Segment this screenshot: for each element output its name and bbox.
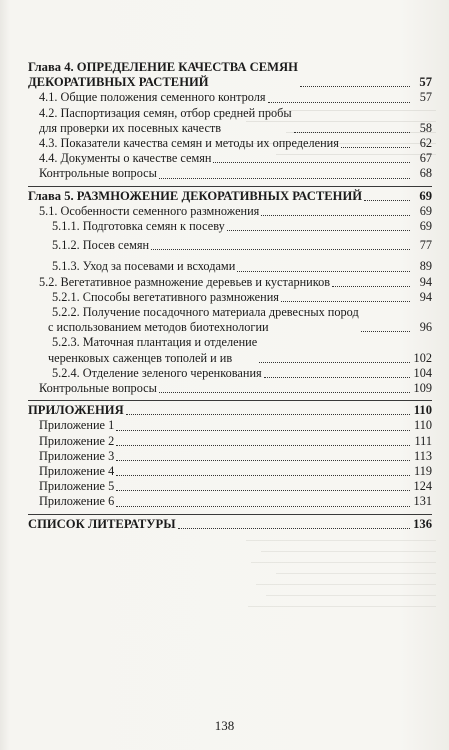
toc-entry-title-line2: для проверки их посевных качеств — [39, 120, 222, 135]
toc-entry-title: Приложение 4 — [39, 464, 115, 479]
leader-dots — [213, 161, 410, 163]
toc-entry-title: Контрольные вопросы — [39, 166, 157, 181]
toc-entry-title: 5.1.2. Посев семян — [52, 238, 150, 253]
leader-dots — [126, 413, 410, 415]
toc-chapter-title: Глава 5. РАЗМНОЖЕНИЕ ДЕКОРАТИВНЫХ РАСТЕНИЙ — [28, 188, 363, 203]
leader-dots — [341, 146, 410, 148]
toc-chapter-5[interactable] — [28, 189, 432, 204]
toc-appendix-4[interactable] — [28, 464, 432, 479]
toc-entry-title: Приложение 6 — [39, 494, 115, 509]
toc-entry-5-2-1[interactable] — [28, 290, 432, 305]
toc-entry-title: 4.1. Общие положения семенного контроля — [39, 90, 266, 105]
toc-entry-5-2-2[interactable] — [28, 305, 432, 335]
toc-entry-title-line1: 4.2. Паспортизация семян, отбор средней пробы — [39, 105, 292, 120]
toc-page-number: 69 — [419, 203, 432, 218]
toc-appendix-1[interactable] — [28, 418, 432, 433]
toc-page-number: 104 — [413, 365, 432, 380]
toc-entry-5-1-1[interactable] — [28, 219, 432, 234]
toc-page-number: 57 — [419, 90, 432, 105]
leader-dots — [151, 248, 410, 250]
leader-dots — [264, 376, 410, 378]
toc-page-number: 58 — [419, 120, 432, 135]
toc-page-number: 69 — [419, 188, 432, 203]
toc-page-number: 113 — [414, 448, 432, 463]
toc-page-number: 94 — [419, 274, 432, 289]
toc-entry-5-1-2[interactable] — [28, 238, 432, 253]
toc-entry-title: 5.2. Вегетативное размножение деревьев и кустарников — [39, 274, 331, 289]
leader-dots — [159, 391, 410, 393]
toc-entry-title: 5.2.1. Способы вегетативного размножения — [52, 289, 279, 304]
toc-chapter-4[interactable] — [28, 60, 432, 90]
leader-dots — [116, 429, 410, 431]
leader-dots — [116, 444, 410, 446]
section-divider — [28, 514, 432, 515]
toc-entry-5-1[interactable] — [28, 204, 432, 219]
section-divider — [28, 400, 432, 401]
toc-appendix-6[interactable] — [28, 494, 432, 509]
page-number: 138 — [214, 718, 235, 733]
leader-dots — [116, 474, 410, 476]
leader-dots — [227, 229, 410, 231]
toc-entry-5-2[interactable] — [28, 275, 432, 290]
leader-dots — [178, 527, 410, 529]
toc-entry-title-line2: черенковых саженцев тополей и ив — [48, 350, 233, 365]
leader-dots — [237, 270, 410, 272]
leader-dots — [116, 505, 410, 507]
toc-entry-title: 5.1.1. Подготовка семян к посеву — [52, 219, 225, 234]
toc-page-number: 119 — [414, 464, 432, 479]
leader-dots — [294, 131, 410, 133]
toc-page-number: 68 — [419, 166, 432, 181]
toc-page-number: 89 — [419, 259, 432, 274]
toc-page-number: 57 — [419, 75, 432, 90]
toc-page-number: 131 — [413, 494, 432, 509]
toc-page-number: 136 — [413, 516, 432, 531]
toc-entry-title: 4.4. Документы о качестве семян — [39, 151, 212, 166]
leader-dots — [361, 330, 410, 332]
toc-entry-control-questions-5[interactable] — [28, 381, 432, 396]
toc-entry-4-4[interactable] — [28, 151, 432, 166]
toc-page-number: 111 — [414, 433, 432, 448]
toc-chapter-4-title-line2: ДЕКОРАТИВНЫХ РАСТЕНИЙ — [28, 75, 209, 90]
leader-dots — [116, 459, 410, 461]
toc-chapter-title: СПИСОК ЛИТЕРАТУРЫ — [28, 516, 176, 531]
toc-entry-4-2[interactable] — [28, 106, 432, 136]
bleed-through-text-bottom — [236, 530, 436, 617]
toc-entry-5-2-3[interactable] — [28, 335, 432, 365]
leader-dots — [364, 199, 410, 201]
toc-entry-title-line1: 5.2.2. Получение посадочного материала древесных пород — [52, 305, 359, 320]
section-divider — [28, 186, 432, 187]
leader-dots — [268, 101, 410, 103]
toc-entry-title: Приложение 5 — [39, 479, 115, 494]
toc-entry-4-3[interactable] — [28, 136, 432, 151]
toc-page-number: 124 — [413, 479, 432, 494]
toc-page-number: 110 — [414, 418, 432, 433]
toc-entry-title: 4.3. Показатели качества семян и методы их определения — [39, 136, 339, 151]
leader-dots — [116, 489, 410, 491]
leader-dots — [300, 85, 410, 87]
leader-dots — [261, 214, 410, 216]
toc-page-number: 77 — [419, 238, 432, 253]
toc-chapter-title: ПРИЛОЖЕНИЯ — [28, 403, 124, 418]
table-of-contents — [28, 60, 432, 532]
leader-dots — [259, 361, 410, 363]
leader-dots — [332, 285, 410, 287]
toc-appendices[interactable] — [28, 403, 432, 418]
toc-page-number: 96 — [419, 320, 432, 335]
toc-page-number: 94 — [419, 289, 432, 304]
toc-entry-title: 5.1.3. Уход за посевами и всходами — [52, 259, 236, 274]
toc-entry-title: Контрольные вопросы — [39, 381, 157, 396]
toc-entry-title: 5.2.4. Отделение зеленого черенкования — [52, 365, 262, 380]
toc-appendix-2[interactable] — [28, 434, 432, 449]
toc-chapter-4-title-line1: Глава 4. ОПРЕДЕЛЕНИЕ КАЧЕСТВА СЕМЯН — [28, 60, 298, 74]
toc-entry-title: Приложение 1 — [39, 418, 115, 433]
toc-entry-4-1[interactable] — [28, 90, 432, 105]
leader-dots — [159, 177, 410, 179]
toc-entry-title: 5.1. Особенности семенного размножения — [39, 203, 260, 218]
toc-entry-title: Приложение 3 — [39, 448, 115, 463]
toc-entry-title-line2: с использованием методов биотехнологии — [48, 320, 269, 335]
toc-page-number: 67 — [419, 151, 432, 166]
toc-page-number: 69 — [419, 219, 432, 234]
toc-entry-title: Приложение 2 — [39, 433, 115, 448]
toc-page-number: 102 — [413, 350, 432, 365]
toc-references[interactable] — [28, 517, 432, 532]
toc-entry-5-2-4[interactable] — [28, 366, 432, 381]
toc-appendix-5[interactable] — [28, 479, 432, 494]
toc-entry-title-line1: 5.2.3. Маточная плантация и отделение — [52, 335, 258, 350]
toc-appendix-3[interactable] — [28, 449, 432, 464]
toc-page-number: 110 — [413, 403, 432, 418]
toc-page-number: 109 — [413, 381, 432, 396]
toc-entry-control-questions-4[interactable] — [28, 166, 432, 181]
leader-dots — [281, 300, 410, 302]
toc-entry-5-1-3[interactable] — [28, 259, 432, 274]
toc-page-number: 62 — [419, 136, 432, 151]
